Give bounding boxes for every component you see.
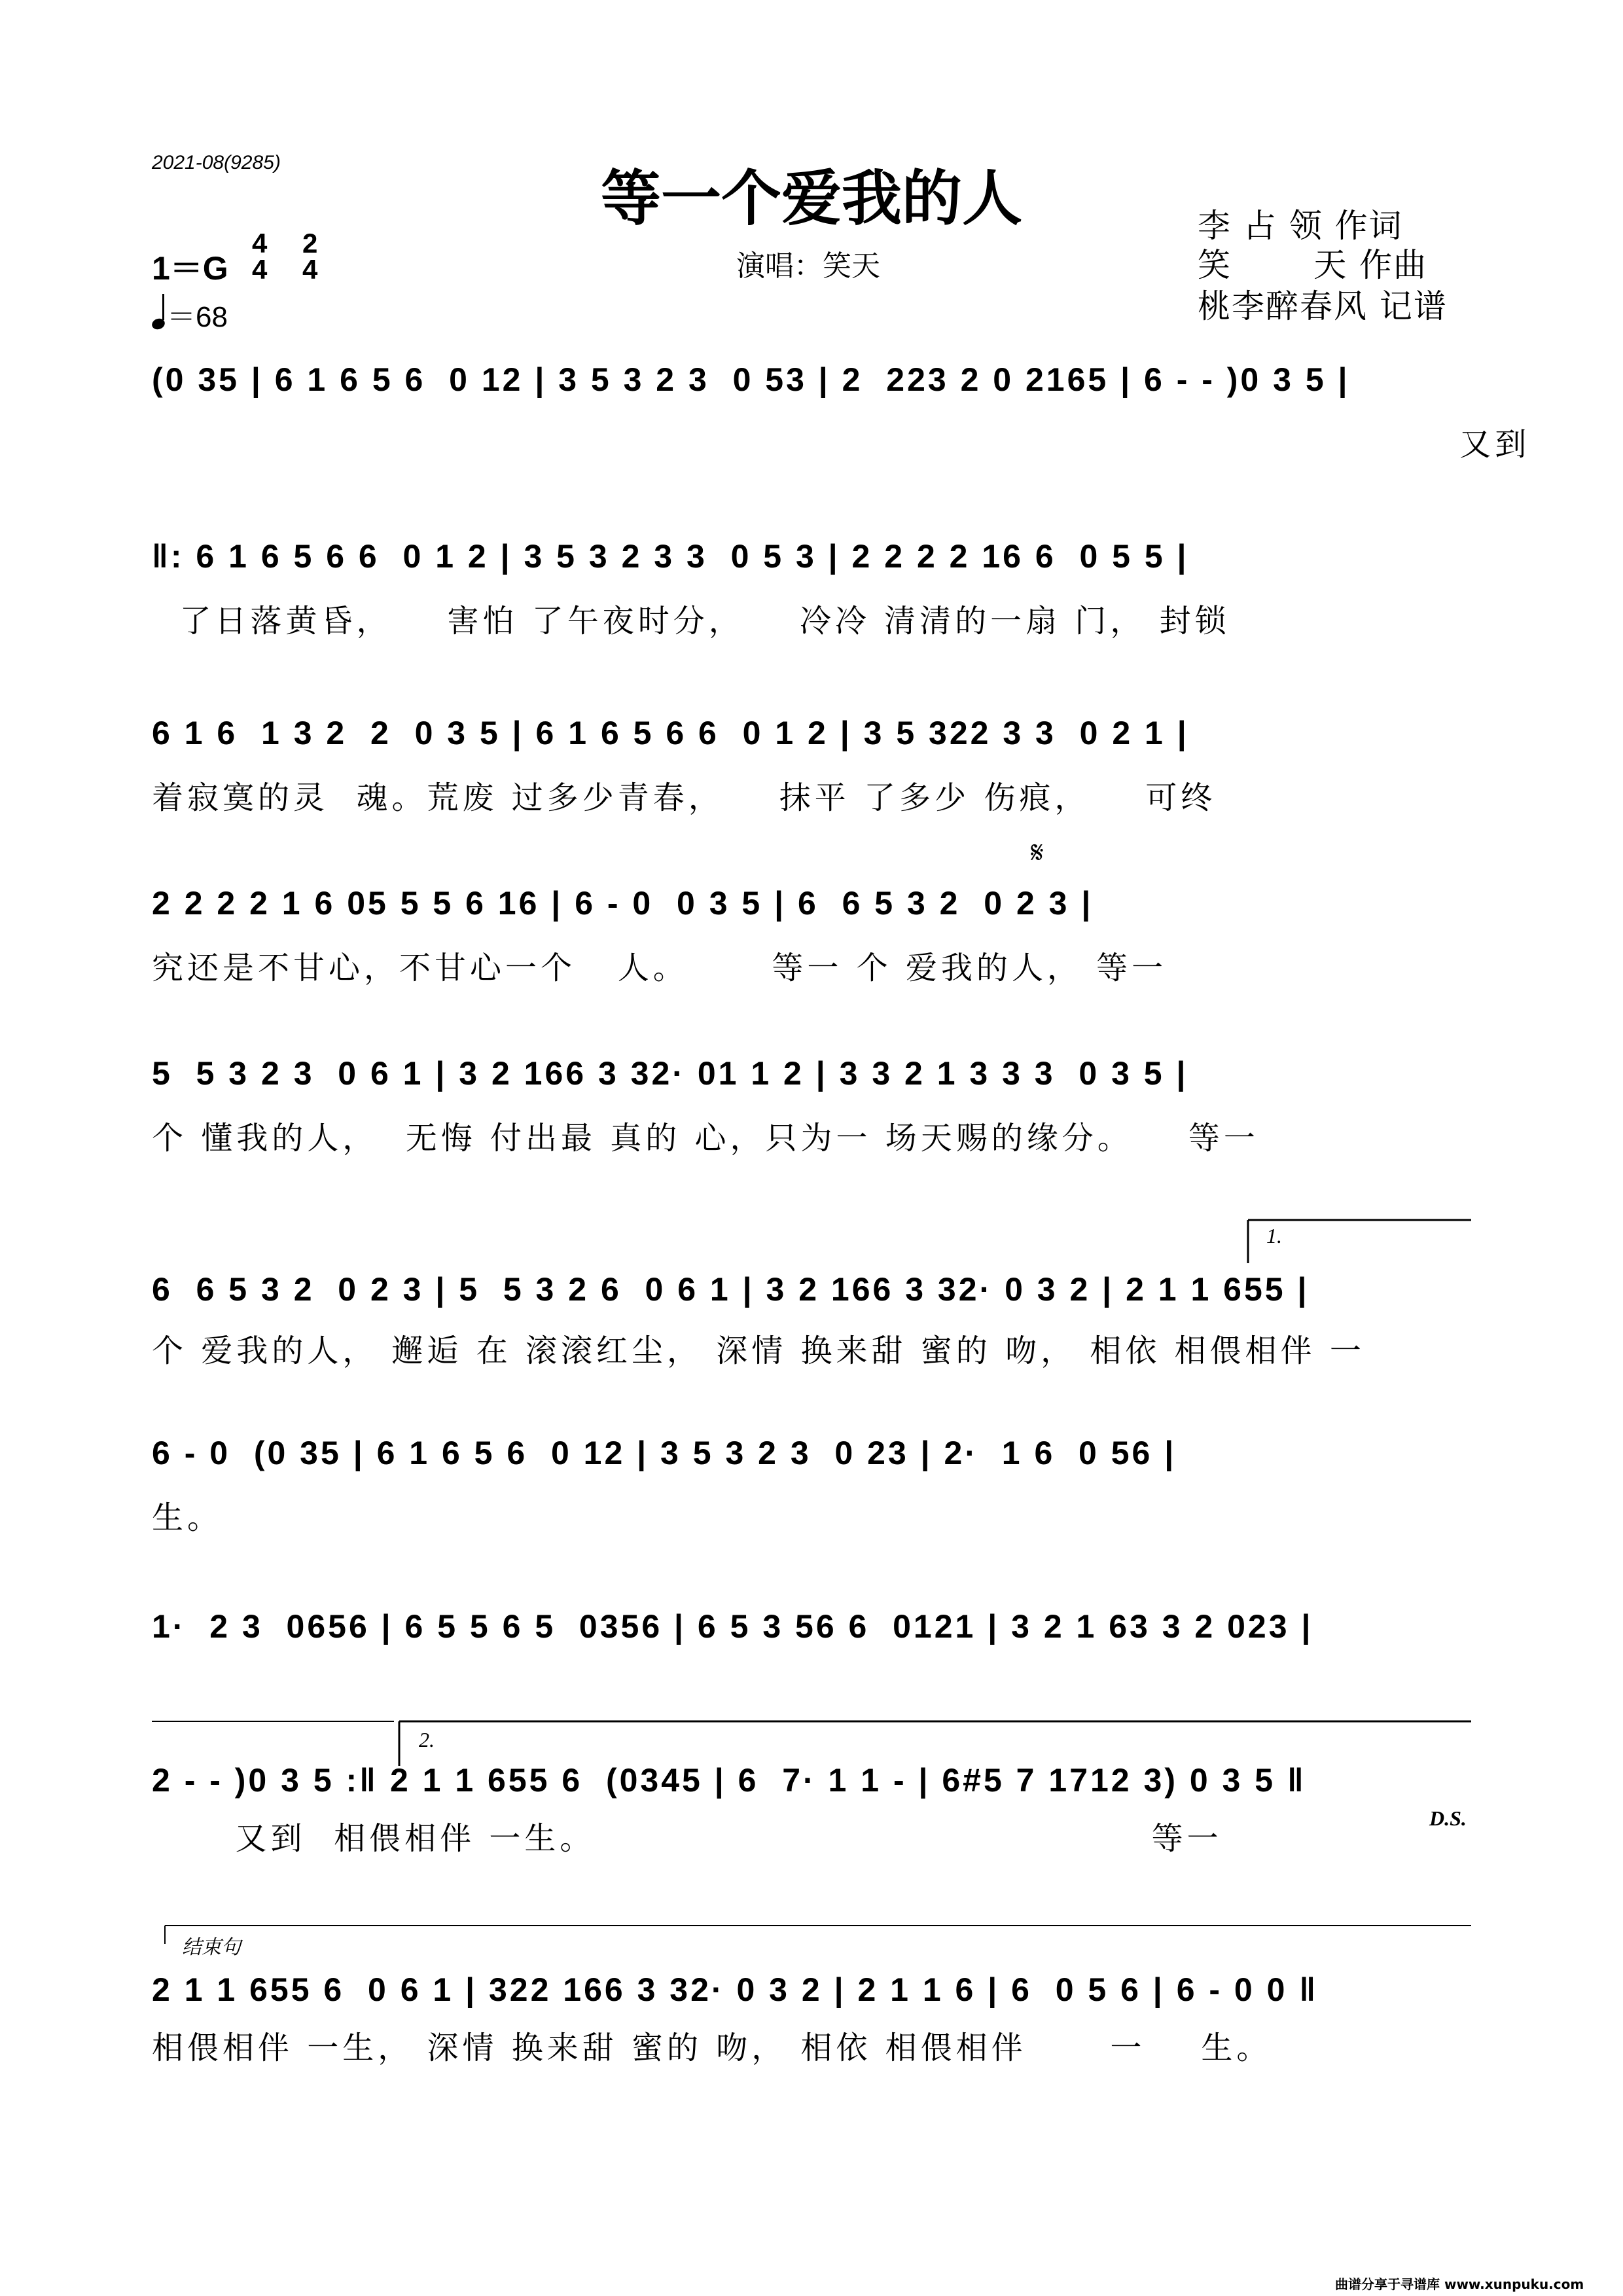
time-signature-2: 2 4 — [302, 228, 318, 285]
notes-row-3: 6 1 6 1 3 2 2 0 3 5 | 6 1 6 5 6 6 0 1 2 | 3 5 322 3 3 0 2 1 | — [152, 715, 1189, 751]
notation-row-9 — [152, 1757, 1471, 1803]
notes-row-5: 5 5 3 2 3 0 6 1 | 3 2 166 3 32· 01 1 2 | 3 3 2 1 3 3 3 0 3 5 | — [152, 1055, 1188, 1092]
lyrics-row-6: 个 爱我的人， 邂逅 在 滚滚红尘， 深情 换来甜 蜜的 吻， 相依 相偎相伴 一 — [152, 1333, 1365, 1369]
notation-row-1 — [152, 357, 1471, 403]
notes-row-4: 2 2 2 2 1 6 05 5 5 6 16 | 6 - 0 0 3 5 | 6 6 5 3 2 0 2 3 | — [152, 885, 1094, 922]
notes-row-8: 1· 2 3 0656 | 6 5 5 6 5 0356 | 6 5 3 56 6 0121 | 3 2 1 63 3 2 023 | — [152, 1608, 1313, 1645]
lyrics-row-4: 究还是不甘心，不甘心一个 人。 等一 个 爱我的人， 等一 — [152, 950, 1168, 986]
notation-row-10 — [152, 1967, 1471, 2013]
lyricist-credit: 李 占 领 作词 — [1198, 207, 1403, 245]
notes-row-9: 2 - - )0 3 5 :‖ 2 1 1 655 6 (0345 | 6 7· 1 1 - | 6#5 7 1712 3) 0 3 5 ‖ — [152, 1762, 1306, 1799]
lyrics-row-3: 着寂寞的灵 魂。荒废 过多少青春， 抹平 了多少 伤痕， 可终 — [152, 780, 1217, 816]
tempo-marking: ＝68 — [152, 293, 228, 335]
notes-row-7: 6 - 0 (0 35 | 6 1 6 5 6 0 12 | 3 5 3 2 3 0 23 | 2· 1 6 0 56 | — [152, 1435, 1177, 1471]
page-title: 等一个爱我的人 — [600, 164, 1022, 234]
lyrics-row-7: 生。 — [152, 1499, 223, 1536]
notes-row-1: (0 35 | 6 1 6 5 6 0 12 | 3 5 3 2 3 0 53 | 2 223 2 0 2165 | 6 - - )0 3 5 | — [152, 361, 1350, 398]
footer-watermark: 曲谱分享于寻谱库 www.xunpuku.com — [1335, 2276, 1584, 2292]
key-signature: 1＝G — [152, 250, 228, 287]
ds-marking: D.S. — [1429, 1806, 1467, 1830]
lyrics-row-9: 又到 相偎相伴 一生。 等一 — [152, 1820, 1222, 1857]
volta-1-label: 1. — [1266, 1224, 1282, 1247]
transcriber-credit: 桃李醉春风 记谱 — [1198, 287, 1448, 325]
lyrics-row-10: 相偎相伴 一生， 深情 换来甜 蜜的 吻， 相依 相偎相伴 一 生。 — [152, 2030, 1272, 2066]
notes-row-6: 6 6 5 3 2 0 2 3 | 5 5 3 2 6 0 6 1 | 3 2 166 3 32· 0 3 2 | 2 1 1 655 | — [152, 1271, 1310, 1308]
notation-row-5 — [152, 1050, 1471, 1096]
notes-row-10: 2 1 1 655 6 0 6 1 | 322 166 3 32· 0 3 2 | 2 1 1 6 | 6 0 5 6 | 6 - 0 0 ‖ — [152, 1971, 1319, 2008]
notation-row-3 — [152, 710, 1471, 756]
volta-2-label: 2. — [419, 1728, 435, 1751]
composer-credit: 笑 天 作曲 — [1198, 246, 1428, 284]
notation-row-6 — [152, 1266, 1471, 1312]
singer-credit: 演唱：笑天 — [736, 249, 880, 283]
lyrics-row-5: 个 懂我的人， 无悔 付出最 真的 心，只为一 场天赐的缘分。 等一 — [152, 1120, 1259, 1157]
notes-row-2: ‖: 6 1 6 5 6 6 0 1 2 | 3 5 3 2 3 3 0 5 3 | 2 2 2 2 16 6 0 5 5 | — [152, 538, 1189, 575]
notation-row-2 — [152, 533, 1471, 579]
lyrics-row-2: 了日落黄昏， 害怕 了午夜时分， 冷冷 清清的一扇 门， 封锁 — [152, 603, 1230, 639]
lyrics-row-1: 又到 — [152, 426, 1531, 463]
segno-sign: 𝄋 — [1031, 834, 1044, 870]
score-code: 2021-08(9285) — [152, 152, 281, 173]
time-signature-1: 4 4 — [252, 228, 268, 285]
notation-row-4 — [152, 880, 1471, 926]
notation-row-8 — [152, 1604, 1471, 1649]
notation-row-7 — [152, 1430, 1471, 1476]
coda-bracket — [152, 1924, 1474, 1964]
coda-label: 结束句 — [182, 1936, 241, 1959]
